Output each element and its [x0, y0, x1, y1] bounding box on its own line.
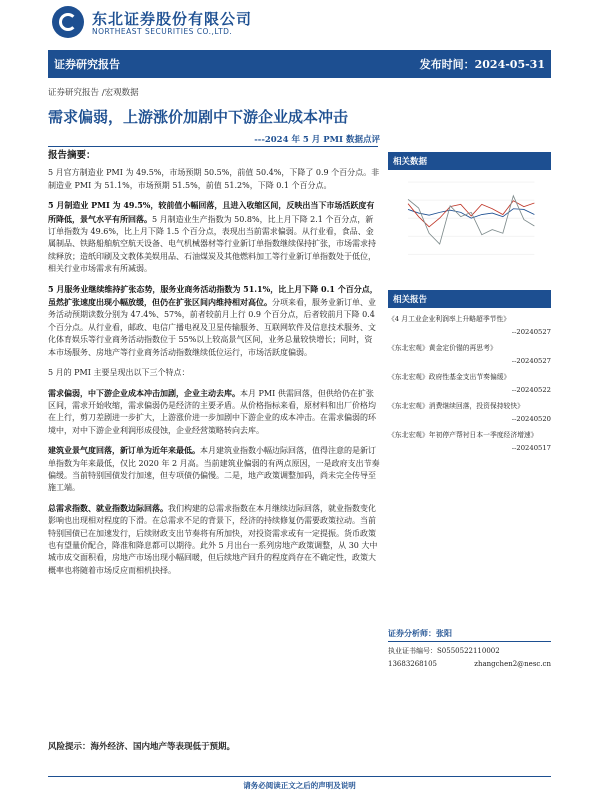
analyst-panel: [388, 628, 551, 668]
related-report-title[interactable]: 《4 月工业企业利润率上升略超季节性》: [388, 315, 511, 323]
paragraph: [48, 366, 380, 379]
related-report-title[interactable]: 《东北宏观》消费继续回落，投资保持较快》: [388, 402, 524, 410]
cert-label: 执业证书编号：: [388, 647, 437, 655]
related-data-heading: 相关数据: [388, 152, 551, 170]
paragraph: [48, 387, 380, 438]
analyst-heading: 证券分析师：张阳: [388, 628, 551, 642]
breadcrumb: 证券研究报告 /宏观数据: [48, 88, 139, 98]
risk-warning: [48, 740, 235, 752]
paragraph-text: 分项来看，服务业新订单、业务活动预期读数分别为 47.4%、57%，前者较前月上行 0.9 个百分点，后者较前月下降 0.4 个百分点。从行业看，邮政、电信广播电视及卫星传输服务、互联网软件及信息技术服务、文化体育娱乐等行业商务活动指数位于 55%以上较高景气区间，业务总量较快增长；同时，资本市场服务、房地产等行业商务活动指数继续低位运行，市场活跃度偏弱。: [48, 298, 376, 357]
related-report-date: --20240527: [511, 357, 551, 365]
analyst-contact-row: [388, 660, 551, 668]
related-report-title[interactable]: 《东北宏观》黄金定价锚的再思考》: [388, 344, 497, 352]
paragraph-lead: 5 月服务业继续维持扩张态势，服务业商务活动指数为 51.1%，比上月下降 0.1 个百分点，虽然扩张速度出现小幅放缓，但仍在扩张区间内维持相对高位。: [48, 283, 378, 308]
related-report-date: --20240520: [511, 415, 551, 423]
company-name-en: NORTHEAST SECURITIES CO.,LTD.: [92, 27, 233, 36]
title-divider: [48, 146, 378, 147]
related-reports-panel: [388, 290, 551, 453]
banner-publish-date: 发布时间：2024-05-31: [419, 58, 545, 71]
paragraph: [48, 444, 380, 495]
company-name-cn: 东北证券股份有限公司: [92, 10, 253, 28]
paragraph: [48, 283, 380, 359]
paragraph-lead: 建筑业景气度回落，新订单为近年来最低。: [48, 445, 200, 456]
paragraph: [48, 199, 380, 275]
paragraph-text: 5 月的 PMI 主要呈现出以下三个特点：: [48, 368, 190, 378]
banner-report-type: 证券研究报告: [54, 58, 120, 71]
paragraph-text: 我们构建的总需求指数在本月继续边际回落，就业指数变化影响也出现相对程度的下滑。在总需求不足的背景下，经济的持续修复仍需要政策拉动。当前特别国债已在加速发行，后续财政支出节奏将有所加快，对投资需求或有一定提振。货币政策也有望量价配合，降准和降息都可以期待。此外 5 月出台一系列房地产政策调整，从 30 大中城市成交面积看，房地产市场出现小幅回暖，但后续地产回升的程度尚存在不确定性，政策大概率也将随着市场反应而相机抉择。: [48, 503, 378, 575]
logo-mark-icon: [52, 6, 84, 38]
report-body: [48, 150, 380, 584]
paragraph-text: 5 月制造业生产指数为 50.8%，比上月下降 2.1 个百分点，新订单指数为 49.6%，比上月下降 1.5 个百分点，表现出当前需求偏弱。从行业看，食品、金属制品、铁路船舶航空航天设备、电气机械器材等行业新订单指数继续保持扩张，市场需求持续释放；造纸印刷及文教体美娱用品、石油煤炭及其他燃料加工等行业新订单指数处于低位，相关行业市场需求有所减弱。: [48, 214, 376, 274]
page-subtitle: ---2024 年 5 月 PMI 数据点评: [254, 135, 380, 145]
related-report-item[interactable]: [388, 401, 551, 424]
paragraph-lead: 需求偏弱，中下游企业成本冲击加剧，企业主动去库。: [48, 387, 240, 398]
report-banner: [48, 50, 551, 78]
related-reports-heading: 相关报告: [388, 290, 551, 308]
paragraph-text: 本月建筑业指数小幅边际回落，值得注意的是新订单指数为年来最低，仅比 2020 年 2 月高。当前建筑业偏弱的有两点原因，一是政府支出节奏偏缓。当前特别国债发行加速，但专项债仍偏慢。二是，地产政策调整加码，尚未完全传导至施工端。: [48, 446, 380, 493]
related-report-title[interactable]: 《东北宏观》政府性基金支出节奏偏缓》: [388, 373, 511, 381]
related-report-item[interactable]: [388, 314, 551, 337]
analyst-cert-row: [388, 646, 551, 656]
related-report-date: --20240522: [511, 386, 551, 394]
summary-heading: 报告摘要：: [48, 150, 96, 161]
page-title: 需求偏弱，上游涨价加剧中下游企业成本冲击: [48, 108, 349, 126]
company-logo: [52, 6, 282, 40]
analyst-phone: 13683268105: [388, 660, 437, 668]
paragraph-text: 本月 PMI 供需回落，但供给仍在扩张区间，需求开始收缩，需求偏弱仍是经济的主要矛盾。从价格指标来看，原材料和出厂价格均在上行，剪刀差剧进一步扩大，上游涨价进一步加剧中下游企业的成本冲击。在需求偏弱的环境中，对中下游企业利润形成侵蚀，企业经营策略转向去库。: [48, 388, 376, 435]
paragraph-text: 5 月官方制造业 PMI 为 49.5%，市场预期 50.5%，前值 50.4%，下降了 0.9 个百分点。非制造业 PMI 为 51.1%，市场预期 51.5%，前值 51.2%，下降 0.1 个百分点。: [48, 168, 380, 190]
risk-text: 海外经济、国内地产等表现低于预期。: [90, 742, 236, 752]
related-report-title[interactable]: 《东北宏观》年初停产帮衬日本一季度经济增速》: [388, 431, 538, 439]
pmi-line-chart: [388, 170, 551, 280]
related-report-item[interactable]: [388, 372, 551, 395]
related-report-item[interactable]: [388, 343, 551, 366]
cert-number: S0550522110002: [437, 647, 500, 655]
related-report-item[interactable]: [388, 430, 551, 453]
related-report-date: --20240517: [511, 444, 551, 452]
related-report-date: --20240527: [511, 328, 551, 336]
risk-label: 风险提示：: [48, 742, 91, 752]
disclaimer-footer: 请务必阅读正文之后的声明及说明: [48, 776, 551, 791]
paragraph: [48, 166, 380, 192]
paragraph: [48, 502, 380, 577]
analyst-email[interactable]: zhangchen2@nesc.cn: [474, 660, 551, 668]
paragraph-lead: 总需求指数、就业指数边际回落。: [48, 502, 168, 513]
related-data-panel: [388, 152, 551, 170]
paragraph-lead: 5 月制造业 PMI 为 49.5%，较前值小幅回落，且进入收缩区间，反映出当下市场活跃度有所降低，景气水平有所回落。: [48, 200, 375, 224]
